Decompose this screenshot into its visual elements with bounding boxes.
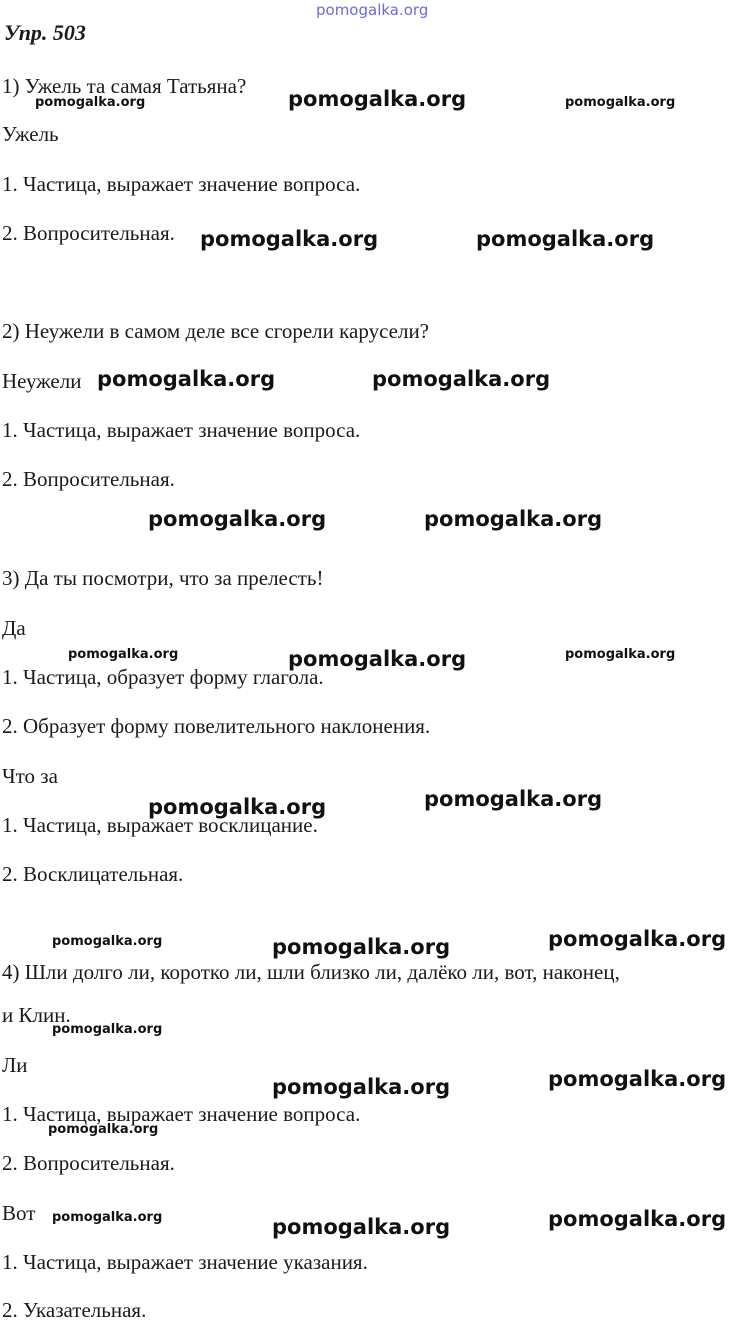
analysis-point: 1. Частица, выражает значение указания.: [2, 1250, 368, 1274]
watermark: pomogalka.org: [272, 935, 451, 959]
analysis-point: 1. Частица, выражает значение вопроса.: [2, 172, 361, 196]
watermark: pomogalka.org: [372, 367, 551, 391]
watermark: pomogalka.org: [35, 95, 146, 110]
watermark: pomogalka.org: [48, 1122, 159, 1137]
watermark: pomogalka.org: [148, 507, 327, 531]
header-watermark: pomogalka.org: [316, 1, 429, 19]
watermark: pomogalka.org: [52, 934, 163, 949]
watermark: pomogalka.org: [68, 647, 179, 662]
watermark: pomogalka.org: [52, 1022, 163, 1037]
watermark: pomogalka.org: [288, 87, 467, 111]
watermark: pomogalka.org: [97, 367, 276, 391]
sentence-1: 1) Ужель та самая Татьяна?: [2, 74, 247, 98]
analysis-point: 1. Частица, выражает значение вопроса.: [2, 418, 361, 442]
watermark: pomogalka.org: [424, 787, 603, 811]
watermark: pomogalka.org: [288, 647, 467, 671]
watermark: pomogalka.org: [148, 795, 327, 819]
exercise-title: Упр. 503: [4, 20, 86, 45]
analysis-point: 2. Вопросительная.: [2, 1151, 175, 1175]
watermark: pomogalka.org: [424, 507, 603, 531]
watermark: pomogalka.org: [548, 1207, 727, 1231]
watermark: pomogalka.org: [476, 227, 655, 251]
analysis-point: 2. Образует форму повелительного наклонения.: [2, 714, 431, 738]
analysis-point: 1. Частица, выражает восклицание.: [2, 813, 318, 837]
watermark: pomogalka.org: [272, 1215, 451, 1239]
particle-word: Да: [2, 616, 26, 640]
watermark: pomogalka.org: [200, 227, 379, 251]
particle-word: Вот: [2, 1201, 36, 1225]
particle-word: Неужели: [2, 369, 82, 393]
watermark: pomogalka.org: [565, 95, 676, 110]
particle-word: Ли: [2, 1053, 28, 1077]
particle-word: Ужель: [2, 122, 59, 146]
analysis-point: 2. Указательная.: [2, 1298, 147, 1322]
watermark: pomogalka.org: [548, 1067, 727, 1091]
analysis-point: 1. Частица, выражает значение вопроса.: [2, 1102, 361, 1126]
watermark: pomogalka.org: [272, 1075, 451, 1099]
watermark: pomogalka.org: [52, 1210, 163, 1225]
sentence-2: 2) Неужели в самом деле все сгорели карусели?: [2, 319, 430, 343]
sentence-4-continued: и Клин.: [2, 1003, 71, 1027]
sentence-4: 4) Шли долго ли, коротко ли, шли близко ли, далёко ли, вот, наконец,: [2, 960, 620, 984]
sentence-3: 3) Да ты посмотри, что за прелесть!: [2, 566, 324, 590]
analysis-point: 1. Частица, образует форму глагола.: [2, 665, 324, 689]
watermark: pomogalka.org: [548, 927, 727, 951]
particle-word: Что за: [2, 764, 58, 788]
analysis-point: 2. Вопросительная.: [2, 221, 175, 245]
analysis-point: 2. Вопросительная.: [2, 467, 175, 491]
analysis-point: 2. Восклицательная.: [2, 862, 184, 886]
watermark: pomogalka.org: [565, 647, 676, 662]
